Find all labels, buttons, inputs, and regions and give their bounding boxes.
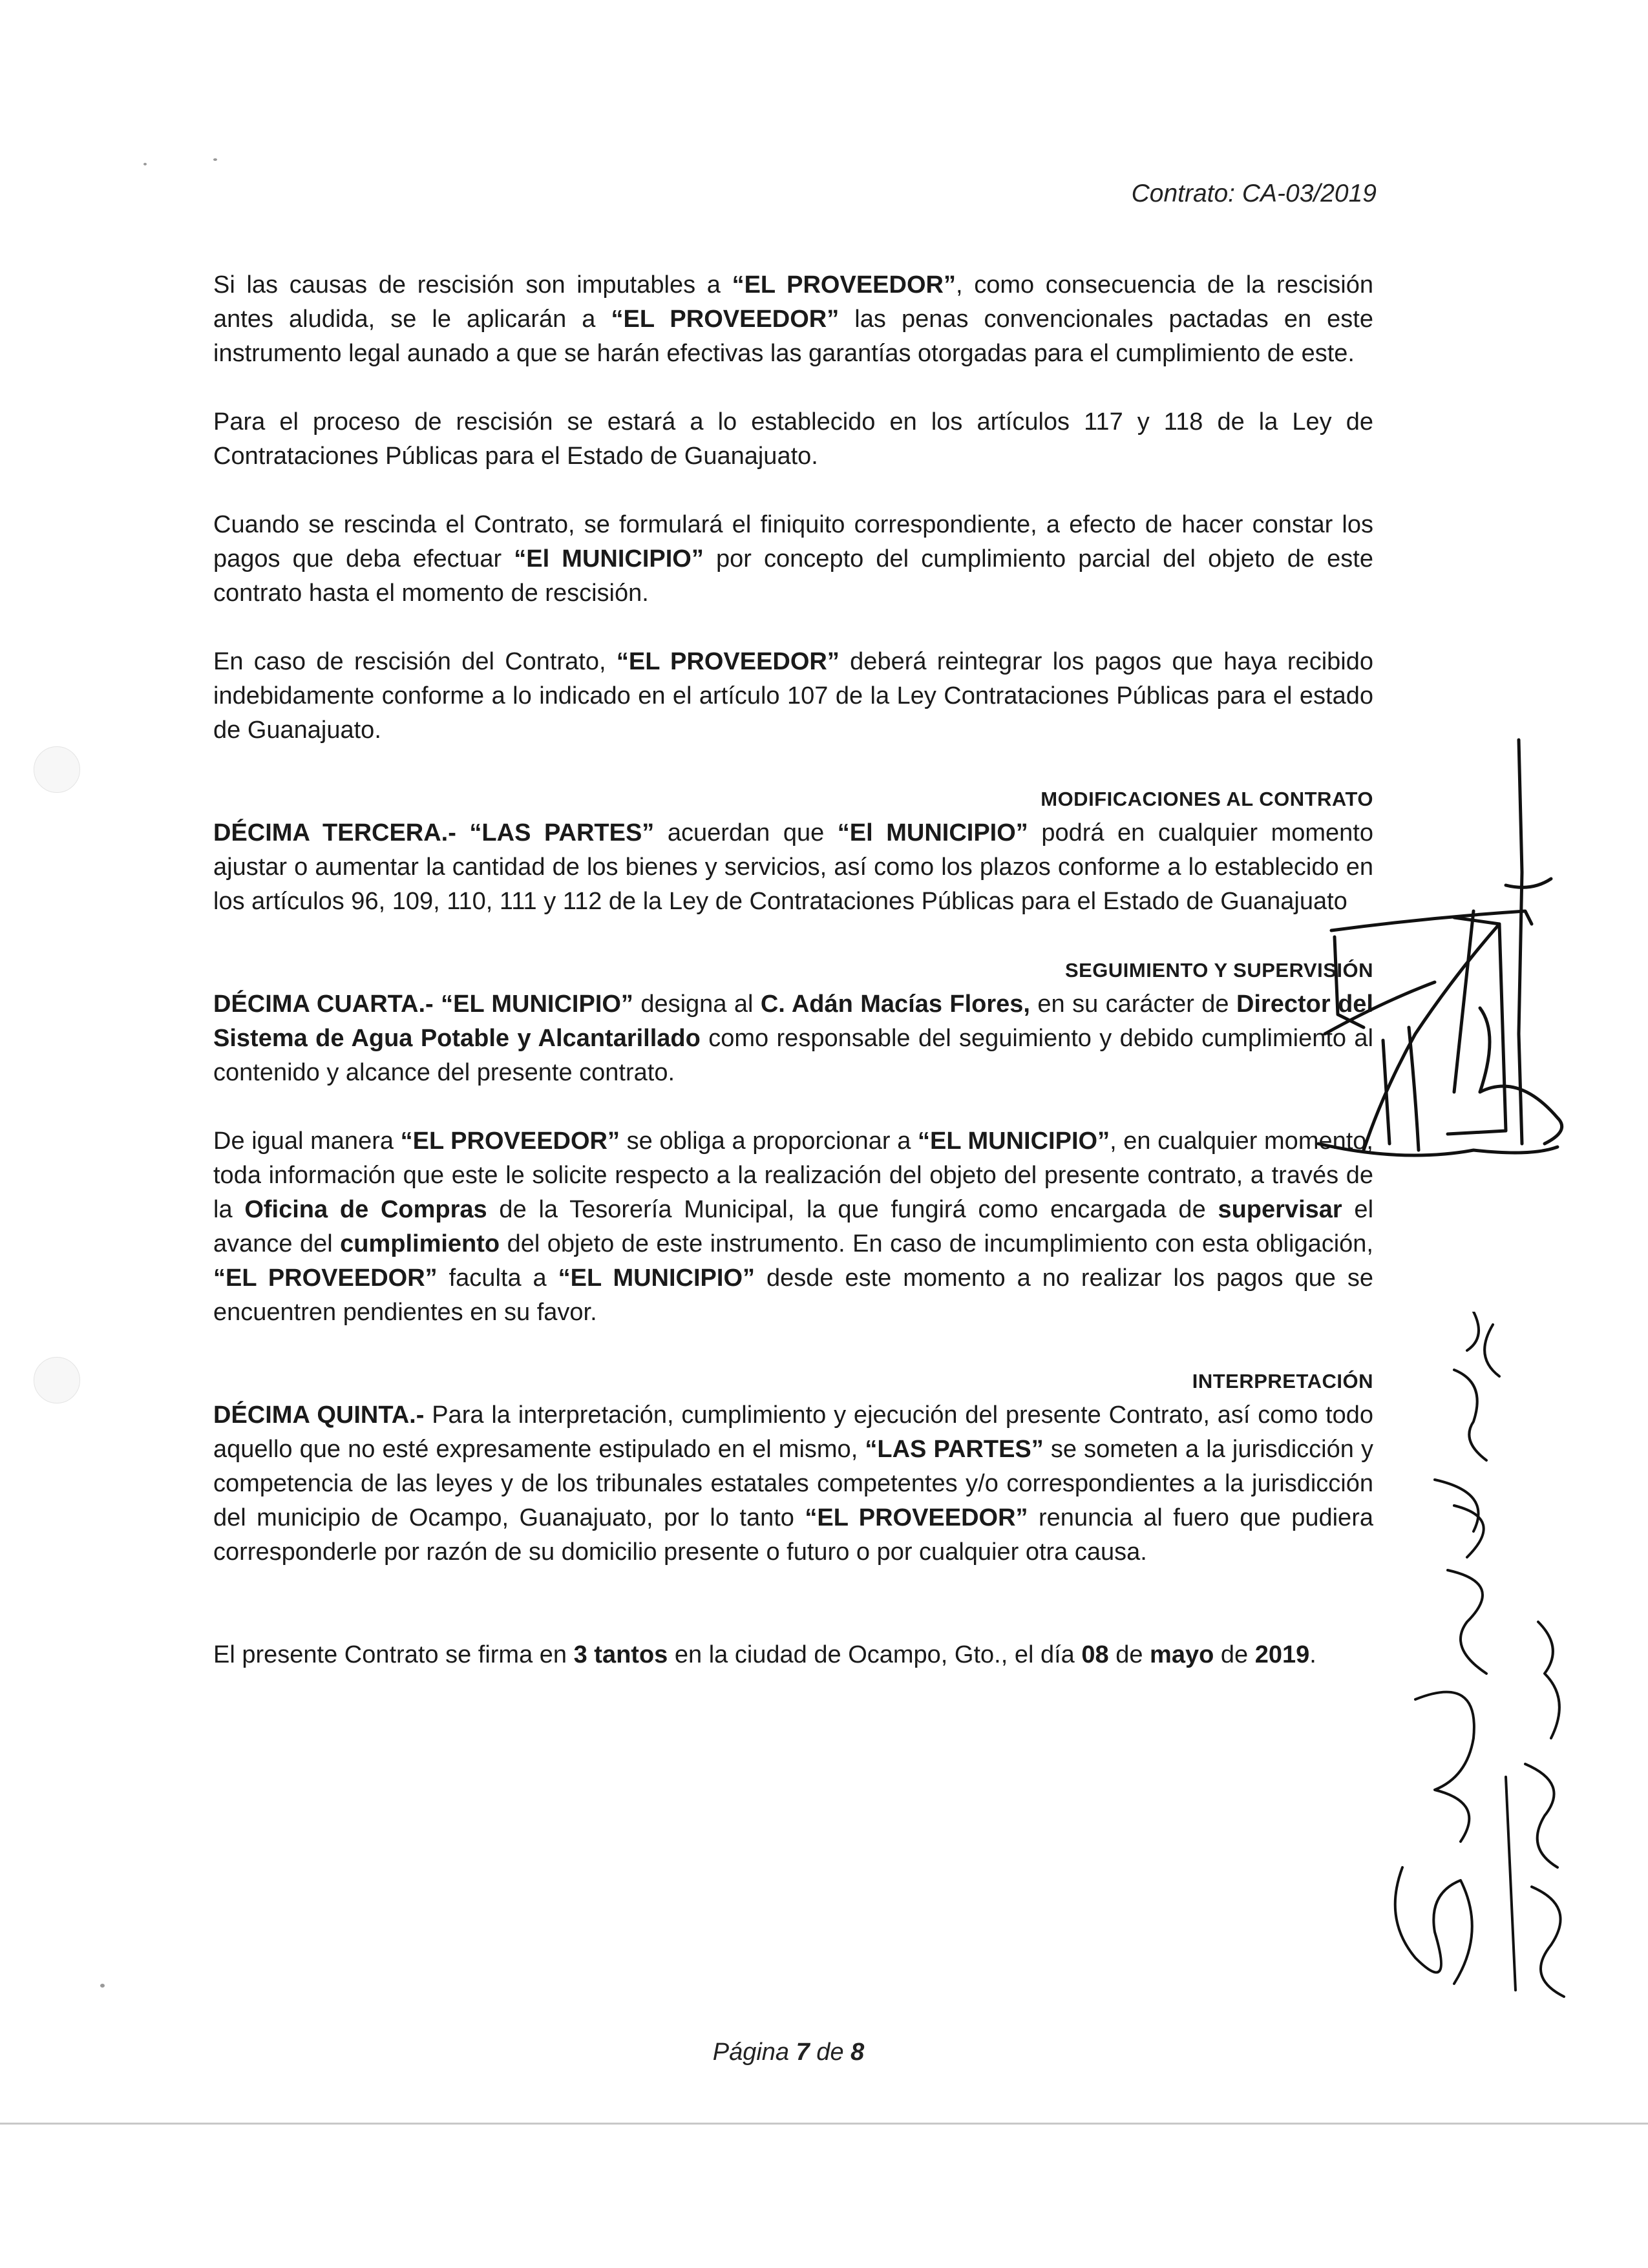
clause-heading-interpretation: INTERPRETACIÓN xyxy=(1192,1370,1373,1392)
contract-reference: Contrato: CA-03/2019 xyxy=(1131,180,1377,207)
settlement-paragraph: Cuando se rescinda el Contrato, se formulará el finiquito correspondiente, a efecto de hacer constar los pagos que deba efectuar “El MUNICIPIO” por concepto del cumplimiento parcial del objeto de este contrato hasta el momento de rescisión. xyxy=(213,511,1373,607)
supplier-information-paragraph: De igual manera “EL PROVEEDOR” se obliga a proporcionar a “EL MUNICIPIO”, en cualquier momento, toda información que este le solicite respecto a la realización del objeto del presente contrato, a través de la Oficina de Compras de la Tesorería Municipal, la que fungirá como encargada de supervisar el avance del cumplimiento del objeto de este instrumento. En caso de incumplimiento con esta obligación, “EL PROVEEDOR” faculta a “EL MUNICIPIO” desde este momento a no realizar los pagos que se encuentren pendientes en su favor. xyxy=(213,1128,1374,1326)
handwritten-margin-signature xyxy=(1377,1312,1590,2010)
clause-heading-supervision: SEGUIMIENTO Y SUPERVISIÓN xyxy=(1064,959,1373,982)
rescission-penalties-paragraph: Si las causas de rescisión son imputables a “EL PROVEEDOR”, como consecuencia de la rescisión antes aludida, se le aplicarán a “EL PROVEEDOR” las penas convencionales pactadas en este instrumento legal aunado a que se harán efectivas las garantías otorgadas para el cumplimiento de este. xyxy=(213,271,1373,367)
clause-thirteenth: DÉCIMA TERCERA.- “LAS PARTES” acuerdan que “El MUNICIPIO” podrá en cualquier momento ajustar o aumentar la cantidad de los bienes y servicios, así como los plazos conforme a lo establecido en los artículos 96, 109, 110, 111 y 112 de la Ley de Contrataciones Públicas para el Estado de Guanajuato xyxy=(213,819,1373,915)
punch-hole xyxy=(34,1357,80,1403)
scan-mark xyxy=(213,158,217,161)
document-body xyxy=(213,268,1373,1706)
rescission-process-paragraph: Para el proceso de rescisión se estará a lo establecido en los artículos 117 y 118 de la Ley de Contrataciones Públicas para el Estado de Guanajuato. xyxy=(213,408,1373,470)
scan-edge-line xyxy=(0,2123,1648,2125)
total-pages: 8 xyxy=(850,2039,865,2066)
signing-statement: El presente Contrato se firma en 3 tantos en la ciudad de Ocampo, Gto., el día 08 de mayo de 2019. xyxy=(213,1641,1316,1668)
page-footer: Página 7 de 8 xyxy=(712,2039,865,2066)
scan-mark xyxy=(143,163,147,165)
clause-fourteenth: DÉCIMA CUARTA.- “EL MUNICIPIO” designa al C. Adán Macías Flores, en su carácter de Director del Sistema de Agua Potable y Alcantarillado como responsable del seguimiento y debido cumplimiento al contenido y alcance del presente contrato. xyxy=(213,991,1373,1086)
punch-hole xyxy=(34,746,80,793)
scan-mark xyxy=(100,1984,105,1988)
clause-heading-modifications: MODIFICACIONES AL CONTRATO xyxy=(1041,788,1373,810)
current-page-number: 7 xyxy=(796,2039,810,2066)
handwritten-signature xyxy=(1286,730,1590,1182)
refund-paragraph: En caso de rescisión del Contrato, “EL PROVEEDOR” deberá reintegrar los pagos que haya recibido indebidamente conforme a lo indicado en el artículo 107 de la Ley Contrataciones Públicas para el estado de Guanajuato. xyxy=(213,648,1373,744)
clause-fifteenth: DÉCIMA QUINTA.- Para la interpretación, cumplimiento y ejecución del presente Contrato, así como todo aquello que no esté expresamente estipulado en el mismo, “LAS PARTES” se someten a la jurisdicción y competencia de las leyes y de los tribunales estatales competentes y/o correspondientes a la jurisdicción del municipio de Ocampo, Guanajuato, por lo tanto “EL PROVEEDOR” renuncia al fuero que pudiera corresponderle por razón de su domicilio presente o futuro o por cualquier otra causa. xyxy=(213,1402,1374,1566)
